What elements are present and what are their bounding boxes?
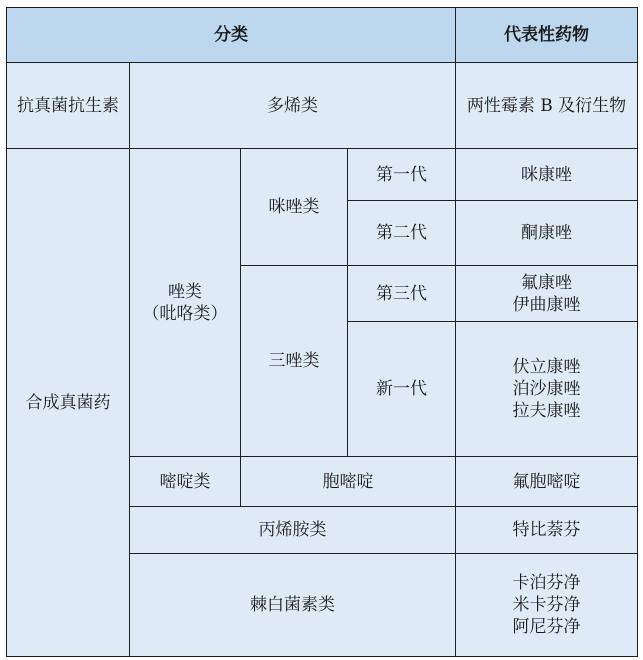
- pyrimidines-label: 嘧啶类: [130, 457, 241, 507]
- allylamines-label: 丙烯胺类: [130, 507, 456, 554]
- new-generation-label: 新一代: [348, 322, 456, 457]
- triazoles-label: 三唑类: [241, 266, 348, 457]
- first-generation-drug: 咪康唑: [456, 149, 638, 201]
- synthetic-antifungals-label: 合成真菌药: [7, 149, 130, 657]
- pyrimidine-drug: 氟胞嘧啶: [456, 457, 638, 507]
- cytosine-class: 胞嘧啶: [241, 457, 456, 507]
- echinocandins-label: 棘白菌素类: [130, 554, 456, 657]
- antifungal-classification-table: [6, 7, 638, 657]
- third-generation-label: 第三代: [348, 266, 456, 322]
- drug-item: 氟康唑: [521, 272, 572, 293]
- second-generation-label: 第二代: [348, 201, 456, 266]
- second-generation-drug: 酮康唑: [456, 201, 638, 266]
- allylamine-drug: 特比萘芬: [456, 507, 638, 554]
- new-generation-drugs: [456, 322, 638, 457]
- echinocandin-drugs: [456, 554, 638, 657]
- drug-item: 伊曲康唑: [512, 294, 581, 315]
- drug-item: 阿尼芬净: [512, 617, 581, 637]
- drug-item: 卡泊芬净: [512, 573, 581, 593]
- azoles-label: [130, 149, 241, 457]
- first-generation-label: 第一代: [348, 149, 456, 201]
- header-representative-drugs: 代表性药物: [456, 8, 638, 63]
- azoles-label-line1: 唑类: [168, 281, 202, 302]
- antifungal-antibiotics-label: 抗真菌抗生素: [7, 63, 130, 149]
- imidazoles-label: 咪唑类: [241, 149, 348, 266]
- third-generation-drugs: [456, 266, 638, 322]
- drug-item: 米卡芬净: [512, 595, 581, 615]
- drug-item: 伏立康唑: [512, 357, 581, 377]
- header-category: 分类: [7, 8, 456, 63]
- polyene-class: 多烯类: [130, 63, 456, 149]
- polyene-drug: 两性霉素 B 及衍生物: [456, 63, 638, 149]
- azoles-label-line2: （吡咯类）: [142, 303, 228, 324]
- drug-item: 拉夫康唑: [512, 401, 581, 421]
- drug-item: 泊沙康唑: [512, 379, 581, 399]
